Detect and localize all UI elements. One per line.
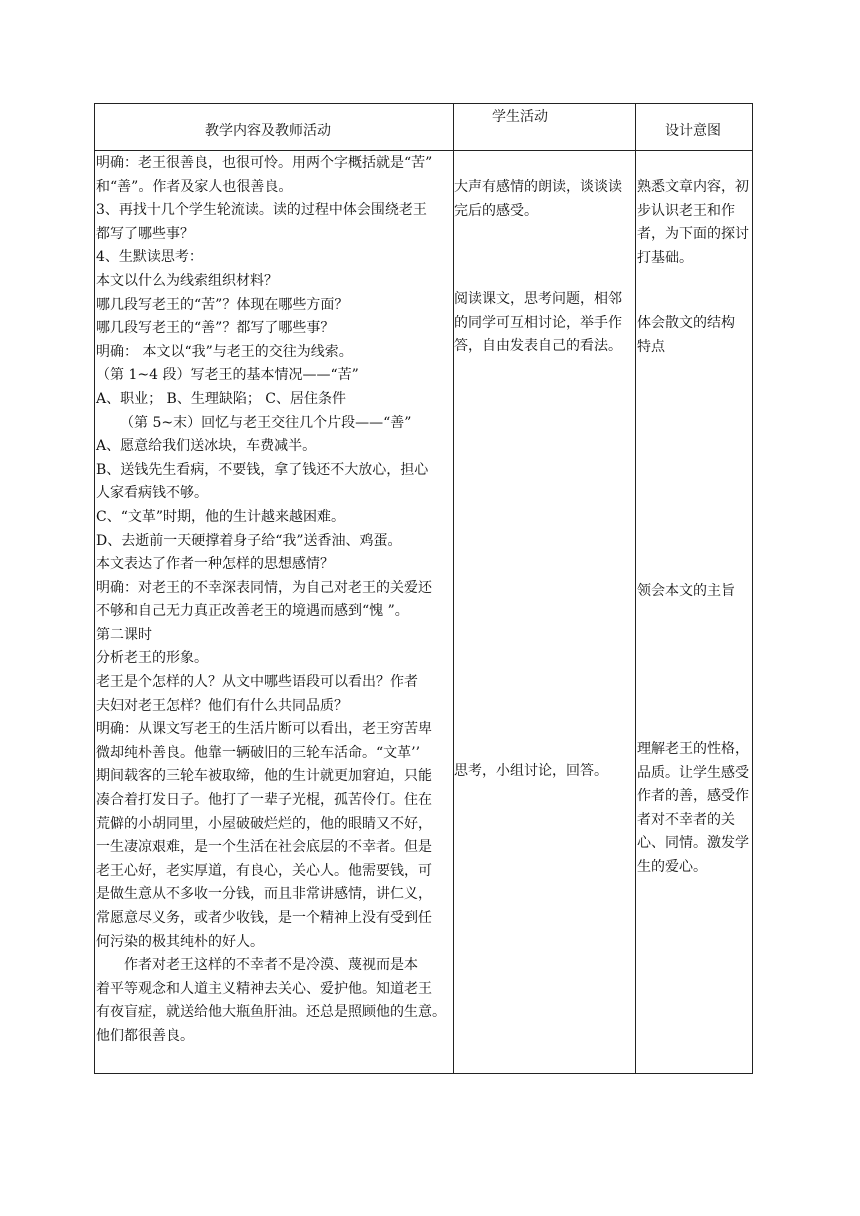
text-line: 凑合着打发日子。他打了一辈子光棍，孤苦伶仃。住在: [96, 792, 432, 809]
text-line: 阅读课文，思考问题，相邻: [454, 291, 622, 307]
text-line: 3、再找十几个学生轮流读。读的过程中体会围绕老王: [96, 202, 427, 219]
text-line: 者对不幸者的关: [637, 811, 735, 828]
text-line: （第 1~4 段）写老王的基本情况——“苦”: [96, 367, 359, 384]
text-line: 不够和自己无力真正改善老王的境遇而感到“愧 ”。: [96, 603, 409, 620]
design-intent-block-2: [637, 312, 735, 359]
text-line: 着平等观念和人道主义精神去关心、爱护他。知道老王: [96, 980, 432, 997]
text-line: 完后的感受。: [454, 202, 538, 219]
text-line: 荒僻的小胡同里，小屋破破烂烂的，他的眼睛又不好，: [96, 815, 432, 832]
text-line: 本文以什么为线索组织材料？: [96, 272, 278, 289]
header-student-activity: 学生活动: [492, 109, 548, 125]
text-line: 明确：从课文写老王的生活片断可以看出，老王穷苦卑: [96, 721, 432, 738]
text-line: 是做生意从不多收一分钱，而且非常讲感情，讲仁义，: [96, 886, 432, 903]
text-line: 理解老王的性格，: [637, 741, 749, 757]
lesson-plan-table: [94, 103, 753, 1074]
text-line: 第二课时: [96, 626, 152, 643]
text-line: 人家看病钱不够。: [96, 485, 208, 502]
text-line: 有夜盲症，就送给他大瓶鱼肝油。还总是照顾他的生意。: [96, 1004, 446, 1021]
text-line: 大声有感情的朗读，谈谈读: [454, 179, 622, 195]
text-line: 明确：对老王的不幸深表同情，为自己对老王的关爱还: [96, 579, 432, 596]
text-line: 期间载客的三轮车被取缔，他的生计就更加窘迫，只能: [96, 768, 432, 785]
text-line: 都写了哪些事？: [96, 225, 194, 242]
header-teacher-activity: 教学内容及教师活动: [205, 123, 331, 139]
student-activity-block-1: [454, 176, 622, 223]
teacher-activity-content: [96, 152, 446, 1049]
text-line: 分析老王的形象。: [96, 650, 208, 667]
text-line: 作者的善，感受作: [637, 788, 749, 805]
text-line: 特点: [637, 338, 665, 355]
text-line: 明确： 本文以“我”与老王的交往为线索。: [96, 343, 353, 360]
header-divider: [95, 150, 752, 151]
text-line: 领会本文的主旨: [637, 583, 735, 599]
text-line: 4、生默读思考：: [96, 249, 203, 266]
text-line: 哪几段写老王的“善”？都写了哪些事？: [96, 320, 335, 337]
text-line: 思考，小组讨论，回答。: [454, 763, 608, 779]
text-line: 步认识老王和作: [637, 202, 735, 219]
text-line: 一生凄凉艰难，是一个生活在社会底层的不幸者。但是: [96, 839, 432, 856]
text-line: （第 5~末）回忆与老王交往几个片段——“善”: [120, 414, 412, 431]
text-line: B、送钱先生看病，不要钱，拿了钱还不大放心，担心: [96, 461, 429, 478]
text-line: 和“善”。作者及家人也很善良。: [96, 178, 293, 195]
column-divider-2: [635, 104, 636, 1073]
design-intent-block-3: [637, 580, 735, 604]
text-line: 熟悉文章内容，初: [637, 179, 749, 195]
design-intent-block-1: [637, 176, 749, 270]
text-line: 作者对老王这样的不幸者不是冷漠、蔑视而是本: [124, 957, 418, 974]
text-line: 本文表达了作者一种怎样的思想感情？: [96, 556, 334, 573]
text-line: 的同学可互相讨论，举手作: [454, 314, 622, 331]
text-line: 何污染的极其纯朴的好人。: [96, 933, 264, 950]
text-line: 夫妇对老王怎样？他们有什么共同品质？: [96, 697, 348, 714]
text-line: 老王心好，老实厚道，有良心，关心人。他需要钱，可: [96, 862, 432, 879]
student-activity-block-2: [454, 288, 622, 359]
text-line: 哪几段写老王的“苦”？体现在哪些方面？: [96, 296, 349, 313]
text-line: C、“文革”时期，他的生计越来越困难。: [96, 508, 346, 525]
text-line: A、愿意给我们送冰块，车费减半。: [96, 438, 317, 455]
text-line: 体会散文的结构: [637, 315, 735, 331]
design-intent-block-4: [637, 738, 749, 880]
text-line: 明确：老王很善良，也很可怜。用两个字概括就是“苦”: [96, 155, 433, 171]
text-line: 生的爱心。: [637, 858, 707, 875]
text-line: A、职业； B、生理缺陷； C、居住条件: [96, 390, 347, 407]
text-line: 心、同情。激发学: [637, 835, 749, 852]
text-line: 他们都很善良。: [96, 1027, 194, 1044]
text-line: 微却纯朴善良。他靠一辆破旧的三轮车活命。“文革’’: [96, 744, 421, 761]
text-line: 老王是个怎样的人？从文中哪些语段可以看出？作者: [96, 674, 418, 691]
text-line: 品质。让学生感受: [637, 764, 749, 781]
text-line: D、去逝前一天硬撑着身子给“我”送香油、鸡蛋。: [96, 532, 402, 549]
text-line: 打基础。: [637, 249, 693, 266]
header-design-intent: 设计意图: [665, 123, 721, 139]
text-line: 常愿意尽义务，或者少收钱，是一个精神上没有受到任: [96, 910, 432, 926]
text-line: 答，自由发表自己的看法。: [454, 338, 622, 355]
student-activity-block-3: [454, 760, 608, 784]
column-divider-1: [453, 104, 454, 1073]
text-line: 者，为下面的探讨: [637, 226, 749, 243]
